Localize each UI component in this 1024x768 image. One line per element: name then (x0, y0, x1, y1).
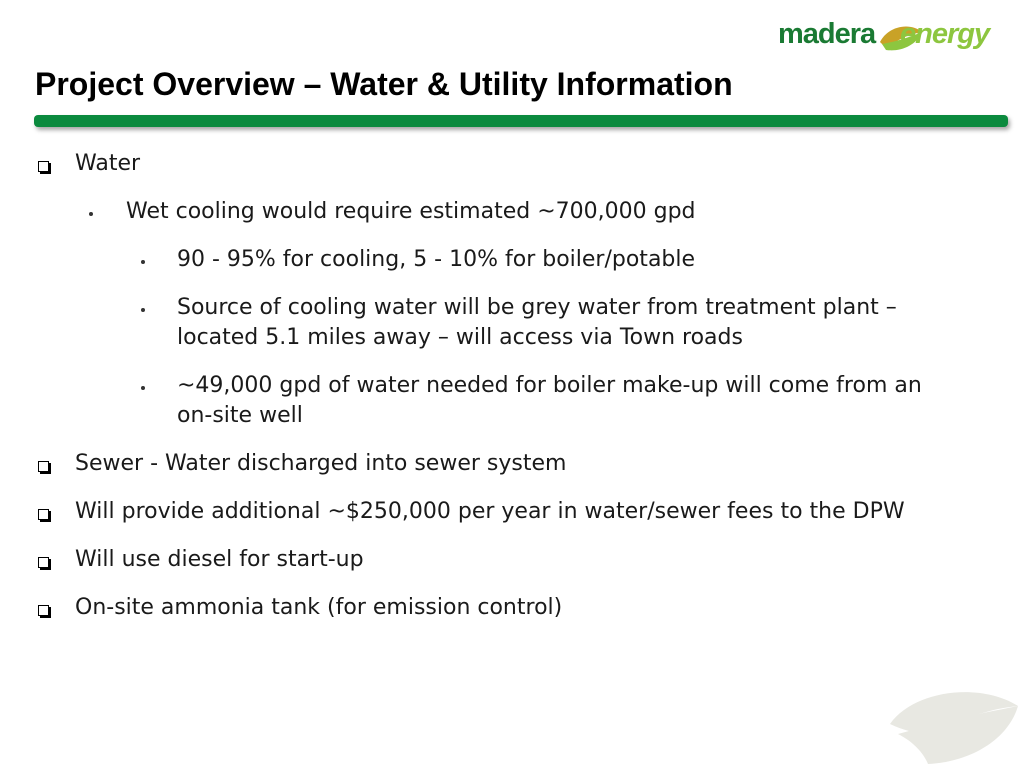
square-bullet-icon (38, 161, 49, 172)
bullet-text: Will use diesel for start-up (75, 547, 364, 572)
logo-text-madera: madera (778, 18, 876, 50)
bullet-item-fees (75, 497, 905, 527)
bullet-item-cooling-split (177, 245, 695, 275)
bullet-text-line1: Source of cooling water will be grey water from treatment plant – (177, 295, 897, 320)
square-bullet-icon (38, 461, 49, 472)
logo-text-energy: energy (900, 18, 990, 50)
dot-bullet-icon (141, 308, 145, 312)
bullet-text: Will provide additional ~$250,000 per year in water/sewer fees to the DPW (75, 499, 905, 524)
madera-energy-logo (776, 12, 1006, 60)
title-divider (34, 115, 1008, 127)
bullet-text: 90 - 95% for cooling, 5 - 10% for boiler/potable (177, 247, 696, 272)
bullet-item-water (75, 149, 140, 179)
dot-bullet-icon (89, 212, 93, 216)
leaf-watermark-icon (884, 684, 1024, 768)
square-bullet-icon (38, 509, 49, 520)
bullet-text: Wet cooling would require estimated ~700,000 gpd (126, 199, 696, 224)
square-bullet-icon (38, 605, 49, 616)
page-title: Project Overview – Water & Utility Information (35, 66, 733, 102)
square-bullet-icon (38, 557, 49, 568)
bullet-text-line2: on-site well (177, 403, 303, 428)
dot-bullet-icon (141, 260, 145, 264)
bullet-text: Water (75, 151, 141, 176)
bullet-item-cooling-source (177, 293, 897, 353)
bullet-item-sewer (75, 449, 566, 479)
bullet-text: Sewer - Water discharged into sewer system (75, 451, 567, 476)
bullet-text-line2: located 5.1 miles away – will access via Town roads (177, 325, 743, 350)
bullet-text: On-site ammonia tank (for emission control) (75, 595, 563, 620)
bullet-item-diesel (75, 545, 364, 575)
bullet-text-line1: ~49,000 gpd of water needed for boiler make-up will come from an (177, 373, 922, 398)
dot-bullet-icon (141, 386, 145, 390)
bullet-item-wet-cooling (126, 197, 696, 227)
bullet-item-boiler-makeup (177, 371, 922, 431)
bullet-item-ammonia (75, 593, 562, 623)
